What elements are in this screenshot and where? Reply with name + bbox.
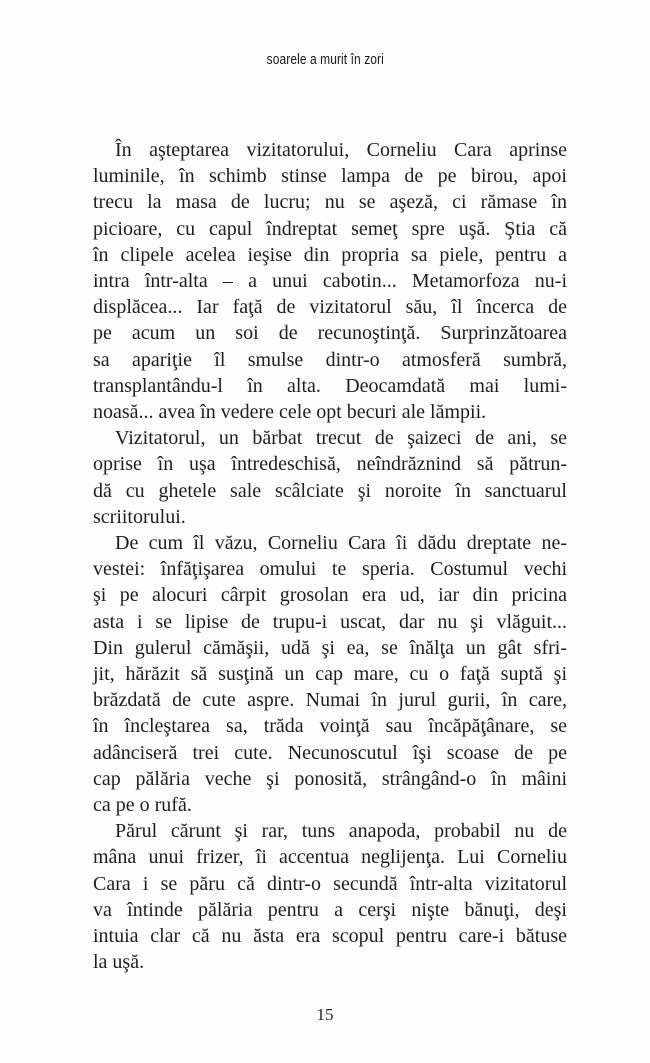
text-line: va întinde pălăria pentru a cerşi nişte bănuţi, deşi xyxy=(93,898,567,921)
page-text-block xyxy=(93,137,567,976)
text-line: dă cu ghetele sale scâlciate şi noroite în sanctuarul xyxy=(93,479,567,502)
text-line: brăzdată de cute aspre. Numai în jurul gurii, în care, xyxy=(93,689,567,712)
text-line: displăcea... Iar faţă de vizitatorul său, îl încerca de xyxy=(93,296,567,319)
text-line: sa apariţie îl smulse dintr-o atmosferă sumbră, xyxy=(93,348,567,371)
text-line: vestei: înfăţişarea omului te speria. Costumul vechi xyxy=(93,558,567,581)
text-line: jit, hărăzit să susţină un cap mare, cu o faţă suptă şi xyxy=(93,663,567,686)
text-line: ca pe o rufă. xyxy=(93,794,192,817)
text-line: trecu la masa de lucru; nu se aşeză, ci rămase în xyxy=(93,191,567,214)
text-line: şi pe alocuri cârpit grosolan era ud, iar din pricina xyxy=(93,584,567,607)
text-line: Cara i se păru că dintr-o secundă într-alta vizitatorul xyxy=(93,872,567,895)
text-line: transplantându-l în alta. Deocamdată mai lumi- xyxy=(93,374,567,397)
text-line: mâna unui frizer, îi accentua neglijenţa. Lui Corneliu xyxy=(93,846,567,869)
running-head-title: soarele a murit în zori xyxy=(266,51,384,68)
running-head xyxy=(0,51,650,68)
text-line: oprise în uşa întredeschisă, neîndrăznind să pătrun- xyxy=(93,453,567,476)
paragraph-2 xyxy=(93,425,567,530)
paragraph-1 xyxy=(93,137,567,425)
page-number: 15 xyxy=(316,1005,334,1024)
text-line: cap pălăria veche şi ponosită, strângând-o în mâini xyxy=(93,767,567,790)
text-line: În aşteptarea vizitatorului, Corneliu Cara aprinse xyxy=(115,139,567,161)
text-line: adânciseră trei cute. Necunoscutul îşi scoase de pe xyxy=(93,741,567,764)
text-line: De cum îl văzu, Corneliu Cara îi dădu dreptate ne- xyxy=(115,532,567,555)
paragraph-4 xyxy=(93,818,567,975)
text-line: în clipele acelea ieşise din propria sa piele, pentru a xyxy=(93,243,567,266)
text-line: Părul cărunt şi rar, tuns anapoda, probabil nu de xyxy=(115,820,567,843)
text-line: intuia clar că nu ăsta era scopul pentru care-i bătuse xyxy=(93,925,567,948)
paragraph-3 xyxy=(93,530,567,818)
text-line: în încleştarea sa, trăda voinţă sau încăpăţânare, se xyxy=(93,715,567,738)
text-line: asta i se lipise de trupu-i uscat, dar nu şi vlăguit... xyxy=(93,610,567,633)
text-line: Vizitatorul, un bărbat trecut de şaizeci de ani, se xyxy=(115,427,567,450)
text-line: Din gulerul cămăşii, udă şi ea, se înălţa un gât sfri- xyxy=(93,636,567,659)
text-line: la uşă. xyxy=(93,951,145,974)
text-line: luminile, în schimb stinse lampa de pe birou, apoi xyxy=(93,165,567,188)
text-line: pe acum un soi de recunoştinţă. Surprinzătoarea xyxy=(93,322,567,345)
text-line: picioare, cu capul îndreptat semeţ spre uşă. Ştia că xyxy=(93,217,567,240)
text-line: scriitorului. xyxy=(93,505,186,528)
text-line: noasă... avea în vedere cele opt becuri ale lămpii. xyxy=(93,401,487,424)
text-line: intra într-alta – a unui cabotin... Metamorfoza nu-i xyxy=(93,270,567,293)
